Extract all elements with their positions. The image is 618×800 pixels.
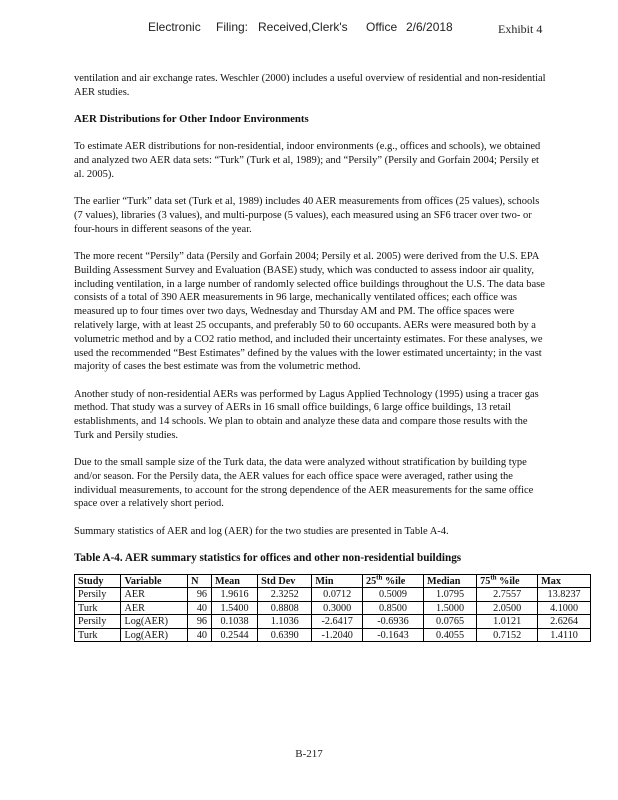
cell-variable: AER <box>121 601 188 615</box>
cell-median: 1.0795 <box>423 588 476 602</box>
cell-std-dev: 0.8808 <box>258 601 312 615</box>
header-office: Office <box>366 20 398 34</box>
cell-variable: Log(AER) <box>121 628 188 642</box>
table-row <box>75 615 591 629</box>
cell-study: Turk <box>75 601 121 615</box>
cell-max: 4.1000 <box>538 601 591 615</box>
header-exhibit: Exhibit 4 <box>498 22 543 36</box>
cell-mean: 0.2544 <box>212 628 258 642</box>
header-min: Min <box>312 574 363 588</box>
cell-n: 40 <box>188 601 212 615</box>
header-p25-num: 25 <box>365 575 377 587</box>
cell-p75: 2.0500 <box>477 601 538 615</box>
paragraph-continuation: ventilation and air exchange rates. Weschler (2000) includes a useful overview of residential and non-residential AER studies. <box>74 73 546 98</box>
table-row <box>75 588 591 602</box>
cell-p25: 0.8500 <box>362 601 423 615</box>
cell-min: -2.6417 <box>312 615 363 629</box>
header-p75-sup: th <box>490 573 497 582</box>
paragraph-lagus: Another study of non-residential AERs was performed by Lagus Applied Technology (1995) using a tracer gas method. That study was a survey of AERs in 16 small office buildings, 6 large office buildings, 13 retail establishments, and 14 schools. We plan to obtain and analyze these data and compare those results with the Turk and Persily studies. <box>74 388 539 441</box>
header-received: Received,Clerk's <box>258 20 348 34</box>
cell-study: Persily <box>75 615 121 629</box>
cell-median: 0.0765 <box>423 615 476 629</box>
table-title: Table A-4. AER summary statistics for offices and other non-residential buildings <box>74 551 462 564</box>
cell-max: 1.4110 <box>538 628 591 642</box>
table-row <box>75 628 591 642</box>
header-electronic: Electronic <box>148 20 201 34</box>
header-p25-rest: %ile <box>382 575 406 587</box>
filing-header <box>148 20 548 38</box>
header-std-dev: Std Dev <box>258 574 312 588</box>
cell-study: Persily <box>75 588 121 602</box>
document-body <box>74 72 581 642</box>
cell-p75: 1.0121 <box>477 615 538 629</box>
paragraph-turk: The earlier “Turk” data set (Turk et al, 1989) includes 40 AER measurements from offices (25 values), schools (7 values), libraries (3 values), and multi-purpose (5 values), each measured using an SF6 tracer over two- or four-hours in different seasons of the year. <box>74 196 540 235</box>
table-header-row <box>75 574 591 588</box>
cell-p75: 0.7152 <box>477 628 538 642</box>
cell-mean: 1.5400 <box>212 601 258 615</box>
cell-variable: AER <box>121 588 188 602</box>
header-filing: Filing: <box>216 20 249 34</box>
cell-median: 0.4055 <box>423 628 476 642</box>
cell-variable: Log(AER) <box>121 615 188 629</box>
page-number: B-217 <box>295 748 323 760</box>
paragraph-summary: Summary statistics of AER and log (AER) for the two studies are presented in Table A-4. <box>74 525 449 537</box>
cell-min: 0.3000 <box>312 601 363 615</box>
cell-mean: 0.1038 <box>212 615 258 629</box>
cell-n: 40 <box>188 628 212 642</box>
paragraph-persily: The more recent “Persily” data (Persily and Gorfain 2004; Persily et al. 2005) were derived from the U.S. EPA Building Assessment Survey and Evaluation (BASE) study, which was conducted to assess indoor air quality, including ventilation, in a large number of randomly selected office buildings throughout the U.S. The data base consists of a total of 390 AER measurements in 96 large, mechanically ventilated offices; each office was measured up to four times over two days, Wednesday and Thursday AM and PM. The office spaces were relatively large, with at least 25 occupants, and preferably 50 to 60 occupants. AERs were measured both by a volumetric method and by a CO2 ratio method, and included their uncertainty estimates. For these analyses, we used the recommended “Best Estimates” defined by the values with the lower estimated uncertainty; in the vast majority of cases the best estimate was from the volumetric method. <box>74 250 545 373</box>
header-study: Study <box>75 574 121 588</box>
cell-std-dev: 0.6390 <box>258 628 312 642</box>
paragraph-intro: To estimate AER distributions for non-residential, indoor environments (e.g., offices and schools), we obtained and analyzed two AER data sets: “Turk” (Turk et al, 1989); and “Persily” (Persily and Gorfain 2004; Persily et al. 2005). <box>74 141 541 180</box>
cell-mean: 1.9616 <box>212 588 258 602</box>
header-p75-rest: %ile <box>496 575 520 587</box>
cell-max: 13.8237 <box>538 588 591 602</box>
header-date: 2/6/2018 <box>406 20 453 34</box>
cell-p25: 0.5009 <box>362 588 423 602</box>
header-p25-sup: th <box>376 573 383 582</box>
cell-study: Turk <box>75 628 121 642</box>
header-max: Max <box>538 574 591 588</box>
header-p75-num: 75 <box>480 575 491 587</box>
aer-summary-table <box>74 574 591 643</box>
cell-max: 2.6264 <box>538 615 591 629</box>
cell-p25: -0.6936 <box>362 615 423 629</box>
header-p25 <box>362 574 423 588</box>
header-p75 <box>477 574 538 588</box>
header-mean: Mean <box>212 574 258 588</box>
header-median: Median <box>423 574 476 588</box>
table-row <box>75 601 591 615</box>
cell-n: 96 <box>188 588 212 602</box>
cell-std-dev: 1.1036 <box>258 615 312 629</box>
cell-std-dev: 2.3252 <box>258 588 312 602</box>
section-heading: AER Distributions for Other Indoor Environments <box>74 112 309 125</box>
cell-n: 96 <box>188 615 212 629</box>
paragraph-methods: Due to the small sample size of the Turk data, the data were analyzed without stratification by building type and/or season. For the Persily data, the AER values for each office space were averaged, rather using the individual measurements, to account for the strong dependence of the AER measurements for the same office space over a relatively short period. <box>74 457 534 510</box>
cell-p75: 2.7557 <box>477 588 538 602</box>
cell-median: 1.5000 <box>423 601 476 615</box>
cell-min: 0.0712 <box>312 588 363 602</box>
cell-min: -1.2040 <box>312 628 363 642</box>
cell-p25: -0.1643 <box>362 628 423 642</box>
header-variable: Variable <box>121 574 188 588</box>
header-n: N <box>188 574 212 588</box>
